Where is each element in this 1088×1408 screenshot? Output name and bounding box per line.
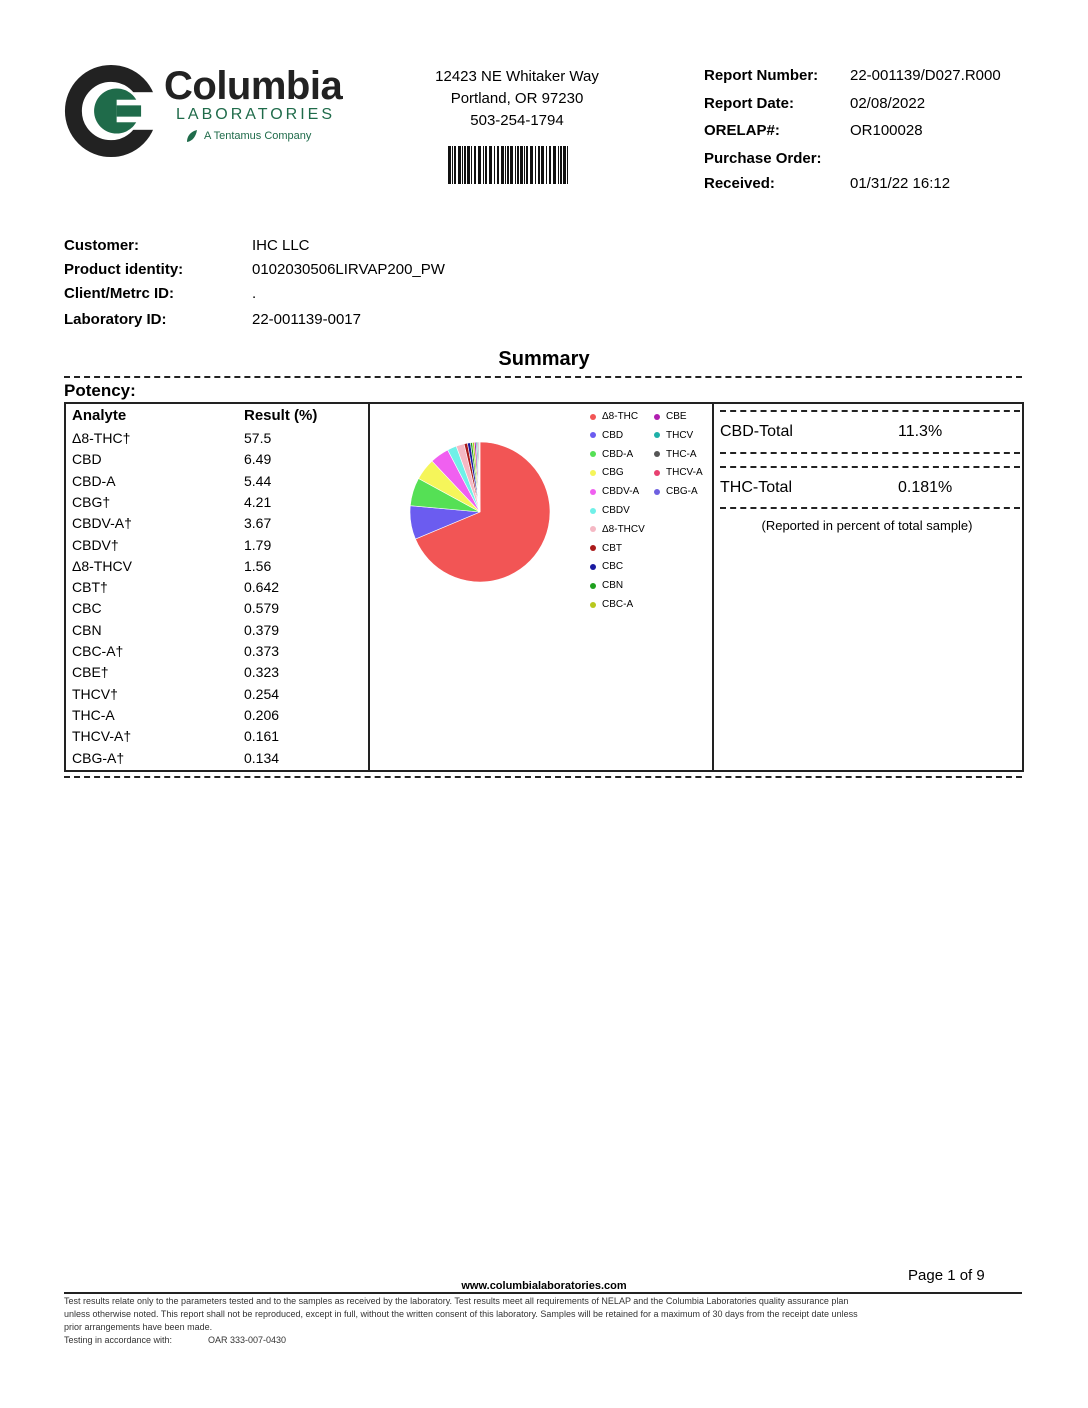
legend-swatch [654,432,660,438]
legend-swatch [590,602,596,608]
logo-tagline: A Tentamus Company [204,130,312,142]
analyte-result: 0.642 [244,579,280,596]
barcode-bar [467,146,470,184]
potency-pie-chart [400,432,560,592]
analyte-result: 0.373 [244,643,280,659]
total-cbd-value: 11.3% [898,423,943,440]
analyte-result: 6.49 [244,451,272,468]
legend-label: CBD [602,429,624,441]
legend-item [590,449,633,460]
barcode-bar [520,146,523,184]
logo-mark-icon [64,64,158,158]
analyte-result: 1.79 [244,536,272,553]
barcode-bar [464,146,466,184]
legend-item [590,486,639,497]
footer-website: www.columbialaboratories.com [461,1280,627,1292]
analyte-name: CBC [72,600,102,617]
legend-swatch [590,451,596,457]
totals-dash-2 [720,452,1020,454]
legend-item [590,580,623,591]
report-meta-value: 01/31/22 16:12 [850,175,951,192]
legend-swatch [654,451,660,457]
barcode-bar [452,146,453,184]
legend-item [654,411,687,422]
barcode-bar [515,146,516,184]
barcode-bar [462,146,463,184]
legend-label: CBC [602,561,624,573]
barcode-bar [474,146,476,184]
total-thc-value: 0.181% [898,479,953,496]
analyte-name: CBD [72,451,102,468]
barcode-bar [530,146,533,184]
legend-item [590,411,638,422]
analyte-result: 0.579 [244,600,280,617]
legend-swatch [590,414,596,420]
address-city: Portland, OR 97230 [450,90,584,107]
panel-divider-2 [712,402,714,770]
total-thc-label: THC-Total [720,479,793,496]
barcode-bar [567,146,568,184]
totals-dash-1 [720,410,1020,412]
analyte-result: 0.206 [244,706,280,723]
address-street: 12423 NE Whitaker Way [435,68,599,85]
barcode [448,146,572,184]
legend-item [654,449,697,460]
analyte-result: 1.56 [244,557,272,574]
report-meta-label: Report Date: [704,95,795,112]
legend-swatch [654,414,660,420]
legend-label: Δ8-THCV [602,523,645,535]
analyte-result: 0.379 [244,621,280,638]
customer-info-value: . [252,285,257,302]
summary-title: Summary [498,348,590,370]
logo-name: Columbia [164,64,343,108]
barcode-bar [560,146,562,184]
legend-item [590,430,623,441]
barcode-bar [517,146,519,184]
analyte-name: CBC-A† [72,643,124,659]
customer-info-label: Client/Metrc ID: [64,285,175,302]
legend-label: CBD-A [602,448,634,460]
barcode-bar [549,146,551,184]
analyte-result: 0.323 [244,664,280,681]
barcode-bar [546,146,547,184]
analyte-result: 57.5 [244,430,272,446]
analyte-name: THC-A [72,706,115,723]
footer-disclaimer-1: Test results relate only to the parameters tested and to the samples as received by the laboratory. Test results meet all requirements of NELAP and the Columbia Laboratories quality assurance plan [64,1296,849,1306]
legend-item [590,467,624,478]
legend-swatch [654,470,660,476]
analyte-name: CBG-A† [72,749,125,766]
lab-address [410,66,624,132]
footer-testing-value: OAR 333-007-0430 [208,1335,287,1345]
address-phone: 503-254-1794 [470,112,564,129]
legend-swatch [590,583,596,589]
legend-label: CBDV [602,505,630,516]
customer-info-value: 0102030506LIRVAP200_PW [252,261,445,278]
report-meta-value: OR100028 [850,122,923,139]
barcode-bar [458,146,461,184]
company-logo [64,62,354,162]
report-meta-value: 02/08/2022 [850,95,926,112]
customer-info-label: Laboratory ID: [64,311,167,328]
analyte-name: CBDV-A† [72,515,132,532]
legend-swatch [590,526,596,532]
barcode-bar [454,146,456,184]
legend-swatch [590,545,596,551]
barcode-bar [485,146,487,184]
barcode-bar [505,146,506,184]
barcode-bar [524,146,525,184]
legend-label: THC-A [666,448,697,460]
barcode-bar [494,146,495,184]
analyte-name: CBN [72,621,102,638]
footer-testing-label: Testing in accordance with: [64,1335,173,1345]
footer-disclaimer-3: prior arrangements have been made. [64,1322,213,1332]
legend-item [654,430,693,441]
potency-label: Potency: [64,381,136,400]
legend-swatch [654,489,660,495]
legend-label: CBN [602,580,624,592]
report-meta-label: ORELAP#: [704,122,780,139]
legend-item [654,467,703,478]
barcode-bar [478,146,481,184]
analyte-result: 0.134 [244,749,280,766]
divider-top [64,376,1022,378]
barcode-bar [507,146,509,184]
analyte-name: CBG† [72,493,111,510]
report-meta-value: 22-001139/D027.R000 [850,67,1001,84]
analyte-name: Δ8-THCV [72,557,132,574]
legend-item [590,561,623,572]
barcode-bar [535,146,536,184]
analyte-name: THCV† [72,685,118,702]
analyte-result: 5.44 [244,472,272,489]
analyte-result: 0.161 [244,728,280,745]
legend-swatch [590,470,596,476]
customer-info-label: Product identity: [64,261,184,278]
logo-sub: LABORATORIES [176,106,335,123]
legend-item [590,599,633,610]
report-meta-label: Purchase Order: [704,150,822,167]
legend-item [590,505,630,516]
legend-label: CBDV-A [602,486,640,498]
customer-info-value: 22-001139-0017 [252,311,361,328]
legend-swatch [590,508,596,514]
customer-info-value: IHC LLC [252,237,310,254]
analyte-result: 0.254 [244,685,280,702]
barcode-bar [526,146,528,184]
logo-tagline-wrap [184,128,311,144]
legend-label: CBG [602,467,624,479]
analyte-name: THCV-A† [72,728,132,745]
legend-label: CBC-A [602,599,634,610]
legend-label: Δ8-THC [602,411,639,422]
footer-disclaimer-2: unless otherwise noted. This report shall not be reproduced, except in full, without the written consent of this laboratory. Samples will be retained for a maximum of 30 days from the receipt date unless [64,1309,858,1319]
totals-note: (Reported in percent of total sample) [761,518,973,533]
barcode-bar [501,146,504,184]
legend-label: CBE [666,411,687,422]
analyte-name: CBDV† [72,536,119,553]
barcode-bar [541,146,544,184]
barcode-bar [483,146,484,184]
table-header-analyte: Analyte [72,407,127,424]
table-header-result: Result (%) [244,407,318,424]
analyte-name: CBD-A [72,472,116,489]
barcode-bar [510,146,513,184]
barcode-bar [489,146,492,184]
legend-label: THCV [666,429,694,441]
tentamus-leaf-icon [184,128,200,144]
footer-page: Page 1 of 9 [908,1267,985,1284]
report-meta-label: Received: [704,175,775,192]
analyte-name: CBT† [72,579,108,596]
analyte-result: 4.21 [244,493,272,510]
barcode-bar [553,146,556,184]
totals-dash-4 [720,507,1020,509]
barcode-bar [558,146,559,184]
legend-item [590,524,645,535]
analyte-result: 3.67 [244,515,272,532]
customer-info-label: Customer: [64,237,140,254]
legend-swatch [590,432,596,438]
barcode-bar [448,146,451,184]
barcode-bar [497,146,499,184]
totals-dash-3 [720,466,1020,468]
legend-swatch [590,564,596,570]
divider-bottom [64,776,1022,778]
legend-label: CBT [602,542,622,554]
analyte-name: Δ8-THC† [72,430,131,446]
legend-label: CBG-A [666,486,698,498]
legend-label: THCV-A [666,467,703,479]
legend-item [590,543,622,554]
barcode-bar [471,146,472,184]
barcode-bar [538,146,540,184]
panel-divider-1 [368,402,370,770]
legend-swatch [590,489,596,495]
legend-item [654,486,698,497]
analyte-name: CBE† [72,664,109,681]
report-meta-label: Report Number: [704,67,819,84]
barcode-bar [563,146,566,184]
total-cbd-label: CBD-Total [720,423,793,440]
